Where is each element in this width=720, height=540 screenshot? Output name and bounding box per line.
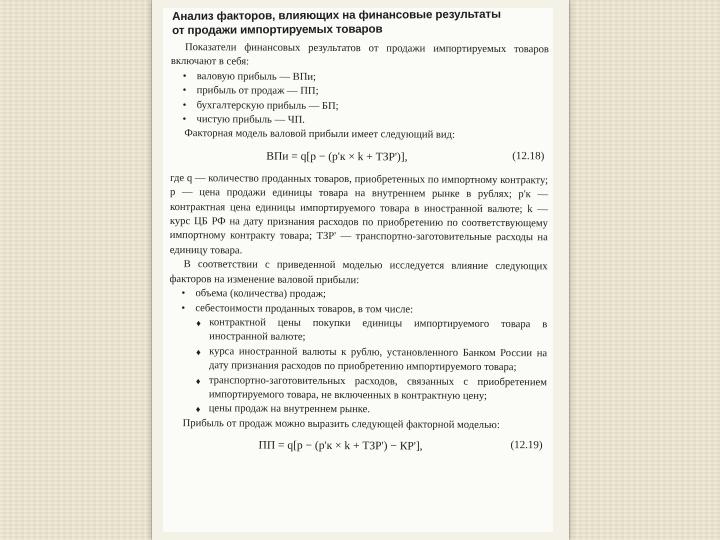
- bullet-icon: •: [181, 302, 186, 314]
- diamond-icon: ♦: [195, 404, 201, 415]
- bullet-icon: •: [182, 114, 187, 126]
- formula-gross-profit: [170, 144, 548, 172]
- formula-number: (12.18): [512, 149, 545, 163]
- indicator-item: • валовую прибыль — ВПи;: [182, 70, 317, 83]
- profit-intro: Прибыль от продаж можно выразить следующей факторной моделью:: [182, 417, 500, 431]
- factors-intro: В соответствии с приведенной моделью исследуется влияние следующих факторов на изменение валовой прибыли:: [169, 259, 548, 286]
- indicator-item: • чистую прибыль — ЧП.: [182, 114, 305, 126]
- subfactor-item: ♦ курса иностранной валюты к рублю, установленного Банком России на дату признания расходов по приобретению импортируемого товара;: [196, 345, 548, 374]
- bullet-icon: •: [181, 288, 186, 300]
- factor-item: • себестоимости проданных товаров, в том числе:: [181, 302, 414, 315]
- bullet-icon: •: [182, 70, 187, 82]
- title-line-2: от продажи импортируемых товаров: [172, 22, 383, 37]
- page-title: [172, 8, 547, 38]
- definitions-paragraph: где q — количество проданных товаров, приобретенных по импортному контракту; p — цена продажи единицы товара на внутреннем рынке в рублях; p'к — контрактная цена единицы импортируемого товара в иностранной валюте; k — курс ЦБ РФ на дату признания расходов по приобретению по соответствующему импортному контракту товара; ТЗР' — транспортно-заготовительные расходы на единицу товара.: [169, 172, 549, 257]
- subfactor-item: ♦ контрактной цены покупки единицы импортируемого товара в иностранной валюте;: [196, 317, 548, 344]
- formula-text: ВПи = q[p − (p'к × k + ТЗР')],: [266, 150, 408, 164]
- indicator-item: • бухгалтерскую прибыль — БП;: [182, 99, 339, 112]
- text-body: [168, 41, 549, 463]
- formula-sales-profit: [168, 433, 546, 461]
- formula-text: ПП = q[p − (p'к × k + ТЗР') − КР'],: [258, 439, 423, 453]
- title-line-1: Анализ факторов, влияющих на финансовые результаты: [172, 8, 501, 23]
- diamond-icon: ♦: [195, 375, 201, 386]
- diamond-icon: ♦: [196, 346, 201, 357]
- bullet-icon: •: [182, 99, 187, 111]
- factor-item: • объема (количества) продаж;: [181, 288, 327, 301]
- bullet-icon: •: [182, 85, 187, 97]
- model-intro: Факторная модель валовой прибыли имеет следующий вид:: [184, 128, 455, 142]
- subfactor-item: ♦ транспортно-заготовительных расходов, связанных с приобретением импортируемого товара, не включенных в контрактную цену;: [195, 374, 547, 402]
- diamond-icon: ♦: [196, 318, 201, 329]
- intro-paragraph: Показатели финансовых результатов от продажи импортируемых товаров включают в себя:: [170, 42, 549, 68]
- formula-number: (12.19): [510, 439, 543, 452]
- subfactor-item: ♦ цены продаж на внутреннем рынке.: [195, 403, 371, 416]
- scanned-page: [163, 8, 553, 532]
- indicator-item: • прибыль от продаж — ПП;: [182, 85, 319, 98]
